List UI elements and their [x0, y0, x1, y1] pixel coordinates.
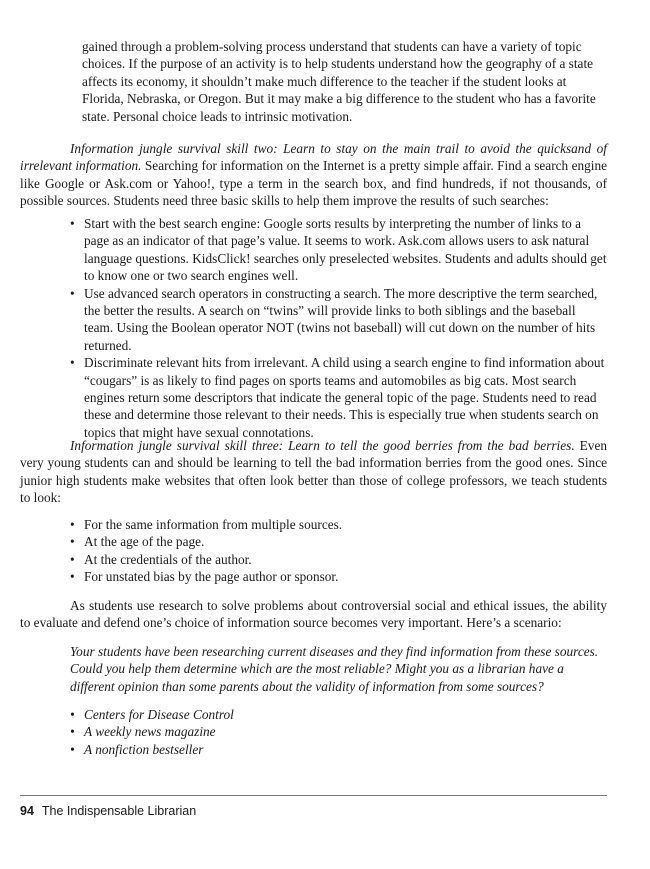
list-item: • For the same information from multiple sources. [70, 516, 607, 533]
page-footer [20, 803, 196, 819]
list-item: • A nonfiction bestseller [70, 741, 607, 758]
footer-divider [20, 795, 607, 796]
skill-three-body: Even very young students can and should be learning to tell the bad information berries from the good ones. Since junior high students make websites that often look better than those of college professors, we teach students to look: [20, 438, 607, 506]
skill-two-bullet-list [70, 215, 607, 441]
list-item: • At the credentials of the author. [70, 551, 607, 568]
book-title: The Indispensable Librarian [41, 804, 197, 818]
skill-two-heading: Information jungle survival skill two: Learn to stay on the main trail to avoid the quicksand of irrelevant information. [20, 141, 607, 174]
skill-two-body: Searching for information on the Internet is a pretty simple affair. Find a search engine like Google or Ask.com or Yahoo!, type a term in the search box, and find hundreds, if not thousands, of possible sources. Students need three basic skills to help them improve the results of such searches: [20, 158, 608, 209]
list-item: • Centers for Disease Control [70, 706, 607, 723]
skill-three-heading: Information jungle survival skill three: Learn to tell the good berries from the bad berries. [70, 438, 575, 453]
continued-text: gained through a problem-solving process understand that students can have a variety of topic choices. If the purpose of an activity is to help students understand how the geography of a state affects its economy, it shouldn’t make much difference to the teacher if the student looks at Florida, Nebraska, or Oregon. But it may make a big difference to the student who has a favorite state. Personal choice leads to intrinsic motivation. [82, 39, 596, 124]
scenario-source-list [70, 706, 607, 758]
skill-two-paragraph [20, 140, 607, 210]
continued-indented-block [82, 38, 607, 125]
list-item: • Discriminate relevant hits from irrelevant. A child using a search engine to find information about “cougars” is as likely to find pages on sports teams and automobiles as big cats. Most search engines return some descriptors that indicate the general topic of the page. Students need to read these and determine those relevant to their needs. This is especially true when students search on topics that might have sexual connotations. [70, 354, 607, 441]
page-number: 94 [20, 804, 34, 818]
list-item: • Use advanced search operators in constructing a search. The more descriptive the term searched, the better the results. A search on “twins” will provide links to both siblings and the baseball team. Using the Boolean operator NOT (twins not baseball) will cut down on the number of hits returned. [70, 285, 607, 355]
controversial-paragraph [20, 597, 607, 632]
controversial-text: As students use research to solve problems about controversial social and ethical issues, the ability to evaluate and defend one’s choice of information source becomes very important. Here’s a scenario: [20, 598, 607, 631]
skill-three-paragraph [20, 437, 607, 507]
list-item: • At the age of the page. [70, 533, 607, 550]
list-item: • A weekly news magazine [70, 723, 607, 740]
list-item: • For unstated bias by the page author or sponsor. [70, 568, 607, 585]
skill-three-bullet-list [70, 516, 607, 586]
scenario-paragraph: Your students have been researching current diseases and they find information from these sources. Could you help them determine which are the most reliable? Might you as a librarian have a different opinion than some parents about the validity of information from some sources? [70, 644, 599, 694]
list-item: • Start with the best search engine: Google sorts results by interpreting the number of links to a page as an indicator of that page’s value. It seems to work. Ask.com allows users to ask natural language questions. KidsClick! searches only preselected websites. Students and adults should get to know one or two search engines well. [70, 215, 607, 285]
